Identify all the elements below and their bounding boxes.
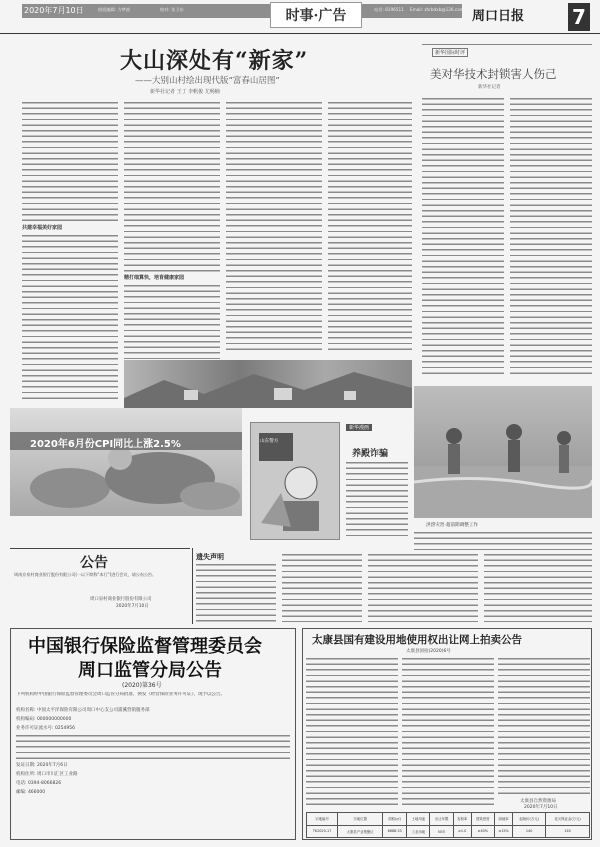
page-number: 7	[568, 3, 590, 31]
cbirc-title-line1: 中国银行保险监督管理委员会	[28, 636, 262, 657]
table-row	[307, 825, 590, 838]
land-auction-text	[402, 656, 494, 808]
table-header: 面积(㎡)	[383, 813, 407, 826]
table-header: 起始价(万元)	[513, 813, 546, 826]
lost-notice-text	[484, 552, 592, 622]
cpi-photo-graphic	[10, 408, 242, 516]
newspaper-name: 周口日报	[472, 9, 525, 24]
land-auction-number: 太康县国拍(2020)6号	[406, 649, 451, 654]
table-cell: ≥40%	[471, 825, 494, 838]
table-cell: 工业用地	[407, 825, 430, 838]
lost-notice-text	[196, 562, 276, 622]
table-header: 宗地位置	[338, 813, 383, 826]
table-cell: ≤15%	[494, 825, 512, 838]
village-photo-graphic	[124, 360, 412, 408]
main-byline: 新华社记者 王丁 李帆俊 尤畅楠	[150, 89, 220, 95]
notice-body: 周南京泉村商业银行股份有限公司(一以下简称“本行”)进行会议，请公布公告。	[14, 572, 157, 577]
cpi-photo	[10, 408, 242, 516]
article-text-column	[328, 100, 412, 350]
article-text-column	[226, 100, 322, 350]
cbirc-number: (2020)第36号	[122, 682, 162, 689]
main-headline: 大山深处有“新家”	[120, 48, 309, 74]
main-subheadline: ——大别山村绘出现代版“富春山居图”	[135, 76, 280, 86]
cbirc-business-scope	[16, 733, 290, 761]
cbirc-row: 发证日期: 2020年7月6日	[16, 763, 68, 768]
email: Email: zhrbdxb@126.com	[410, 7, 464, 12]
table-header: 出让年限	[430, 813, 453, 826]
land-auction-title: 太康县国有建设用地使用权出让网上拍卖公告	[312, 634, 522, 646]
article-text-column	[124, 100, 220, 273]
lost-notice-title: 遗失声明	[196, 553, 224, 561]
table-header: 容积率	[453, 813, 471, 826]
table-header-row	[307, 813, 590, 826]
article-text-column	[510, 96, 592, 376]
table-header: 绿地率	[494, 813, 512, 826]
cartoon-title: 养殿诈骗	[352, 449, 389, 459]
table-cell: 140	[546, 825, 590, 838]
section-title: 时事·广告	[270, 2, 362, 28]
table-header: 建筑密度	[471, 813, 494, 826]
flood-photo	[414, 386, 592, 518]
cbirc-row: 业务许可证流水号: 0254956	[16, 726, 75, 731]
table-header: 竞买保证金(万元)	[546, 813, 590, 826]
lost-notice-text	[282, 552, 362, 622]
table-header: 宗地编号	[307, 813, 338, 826]
page-header	[0, 0, 600, 34]
divider	[10, 548, 190, 549]
cbirc-title-line2: 周口监管分局公告	[78, 660, 222, 681]
cartoon-label: 新华漫画	[346, 424, 372, 431]
cbirc-row: 电话: 0394-8066826	[16, 781, 62, 786]
notice-date: 2020年7月10日	[116, 604, 149, 609]
main-subhead-1: 共建幸福美好家园	[22, 225, 63, 231]
phone: 电话: 8196511	[374, 7, 404, 12]
cbirc-intro: 下列机构经中国银行保险监督管理委员会周口监管分局批准，换发《经营保险业务许可证》，现予以公告。	[16, 692, 225, 697]
table-cell: TK2020-17	[307, 825, 338, 838]
world-news-headline: 美对华技术封锁害人伤己	[430, 67, 557, 81]
article-text-column	[22, 233, 118, 403]
divider	[422, 44, 592, 45]
land-auction-table	[306, 812, 590, 838]
lost-notice-text	[368, 552, 478, 622]
table-cell: 6688.33	[383, 825, 407, 838]
table-cell: 50年	[430, 825, 453, 838]
land-auction-date: 2020年7月10日	[524, 805, 558, 810]
world-news-kicker: 新华国际时评	[432, 48, 468, 57]
cartoon-caption-text	[346, 460, 408, 538]
table-header: 土地用途	[407, 813, 430, 826]
world-news-byline: 新华社记者	[478, 85, 501, 90]
flood-photo-caption: 洪涝灾害·超前期调整工作	[426, 523, 478, 528]
cbirc-row: 机构名称: 中国太平洋保险有限公司周口中心支公司浦溪营销服务部	[16, 708, 150, 713]
table-cell: 太康县产业集聚区	[338, 825, 383, 838]
divider	[192, 548, 193, 624]
land-auction-text	[498, 656, 590, 794]
notice-title: 公告	[80, 555, 108, 571]
cbirc-row: 机构住所: 周口市川汇区工业路	[16, 772, 78, 777]
article-text-column	[422, 96, 504, 376]
cbirc-details	[16, 706, 290, 797]
flood-photo-graphic	[414, 386, 592, 518]
editor: 值班编辑: 方梦波	[98, 7, 131, 12]
main-subhead-2: 精打细算快，培育健康家园	[124, 275, 185, 281]
cbirc-row: 机构编码: 000000000000	[16, 717, 72, 722]
article-text-column	[22, 100, 118, 223]
cbirc-row: 邮编: 466000	[16, 790, 46, 795]
proofreader: 校对: 张卫东	[160, 7, 184, 12]
land-auction-signer: 太康县自然资源局	[520, 799, 556, 804]
photo-caption-text	[414, 530, 592, 550]
issue-date: 2020年7月10日	[24, 6, 84, 15]
cartoon-shield-text: 山东警方	[260, 439, 279, 444]
cpi-headline: 2020年6月份CPI同比上涨2.5%	[30, 439, 181, 450]
table-cell: ≥1.0	[453, 825, 471, 838]
notice-signer: 周口泉村商业银行股份有限公司	[90, 597, 152, 602]
table-cell: 140	[513, 825, 546, 838]
land-auction-text	[306, 656, 398, 808]
village-photo	[124, 360, 412, 408]
